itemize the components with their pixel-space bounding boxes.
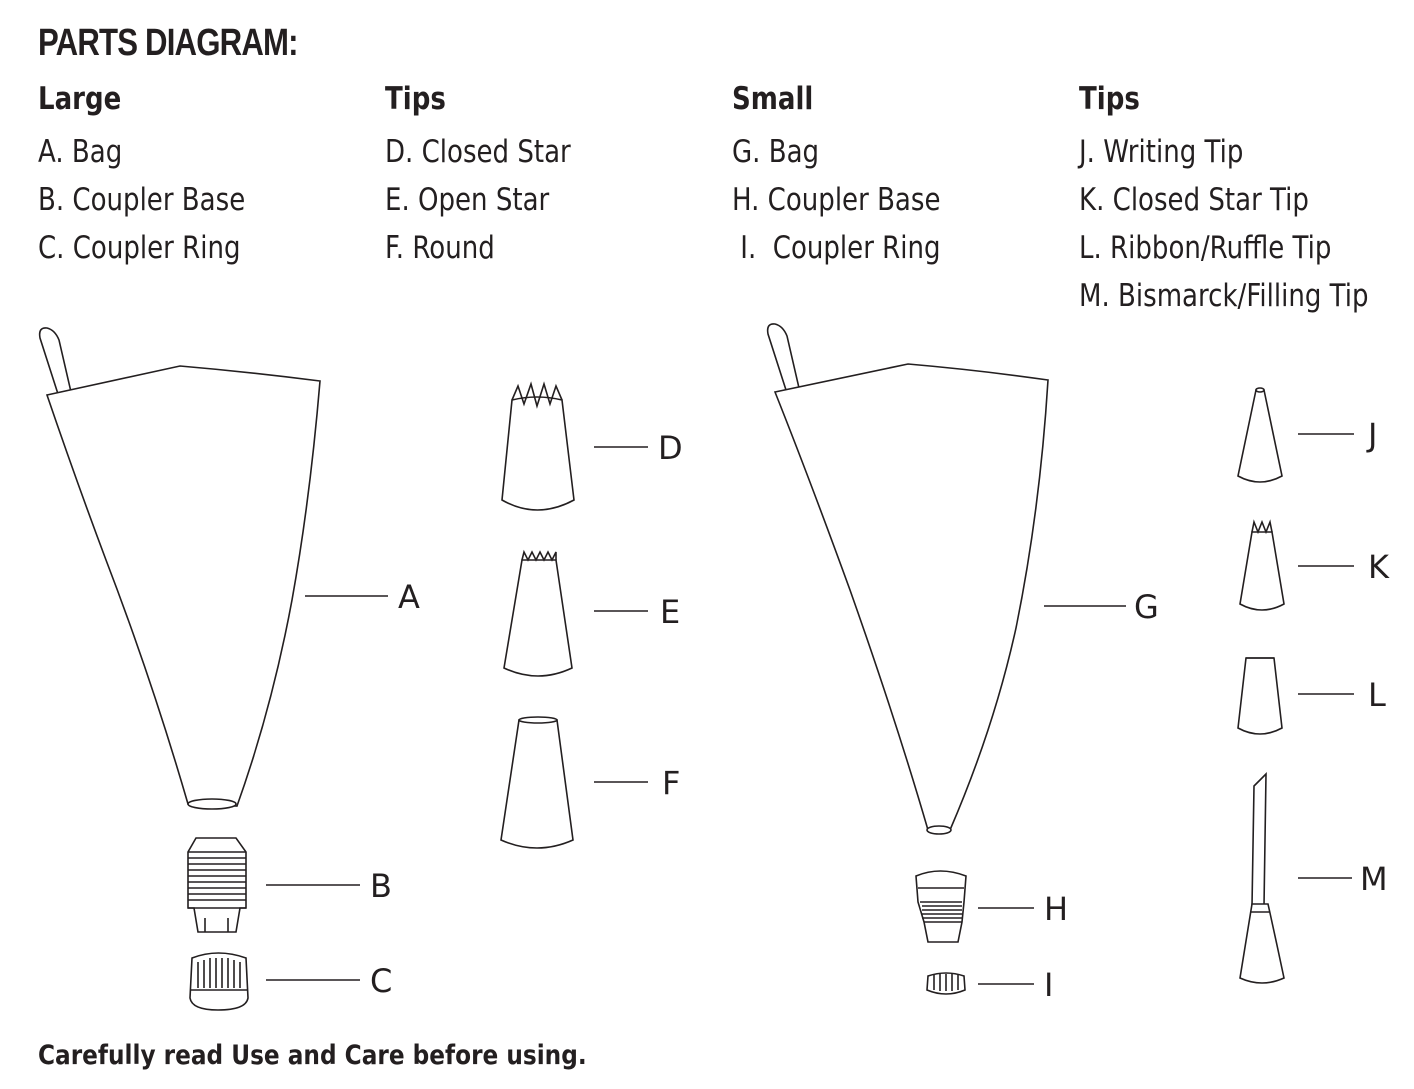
callout-l (1298, 676, 1386, 714)
callout-g (1044, 588, 1159, 626)
callout-e (594, 593, 680, 631)
bismarck-filling-tip-illustration (1240, 774, 1284, 983)
callout-label-d: D (658, 429, 683, 467)
callout-label-g: G (1134, 588, 1159, 626)
callout-label-b: B (370, 867, 392, 905)
part-g-label: G. Bag (732, 134, 820, 170)
callout-label-l: L (1368, 676, 1386, 714)
small-coupler-ring-illustration (927, 973, 965, 994)
column-heading-small: Small (732, 81, 814, 117)
callout-c (266, 962, 392, 1000)
part-j-label: J. Writing Tip (1079, 134, 1244, 170)
large-coupler-base-illustration (188, 838, 246, 932)
part-i-label: I. Coupler Ring (732, 230, 941, 266)
callout-label-a: A (398, 578, 420, 616)
callout-label-m: M (1360, 860, 1388, 898)
callout-label-c: C (370, 962, 393, 1000)
callout-h (978, 890, 1068, 928)
large-bag-illustration (40, 328, 320, 809)
part-a-label: A. Bag (38, 134, 123, 170)
ribbon-ruffle-tip-illustration (1238, 658, 1282, 734)
callout-label-k: K (1368, 548, 1389, 586)
part-b-label: B. Coupler Base (38, 182, 246, 218)
part-m-label: M. Bismarck/Filling Tip (1079, 278, 1369, 314)
large-coupler-ring-illustration (190, 953, 248, 1010)
callout-a (305, 578, 420, 616)
callout-label-e: E (660, 593, 681, 631)
page-title: PARTS DIAGRAM: (38, 22, 298, 64)
callout-d (594, 429, 683, 467)
callout-i (978, 966, 1053, 1004)
column-heading-large-tips: Tips (385, 81, 446, 117)
callout-f (594, 764, 680, 802)
column-heading-small-tips: Tips (1079, 81, 1140, 117)
closed-star-small-tip-illustration (1240, 522, 1284, 610)
callout-m (1298, 860, 1388, 898)
part-k-label: K. Closed Star Tip (1079, 182, 1309, 218)
part-l-label: L. Ribbon/Ruffle Tip (1079, 230, 1332, 266)
small-bag-illustration (768, 324, 1048, 834)
part-e-label: E. Open Star (385, 182, 550, 218)
callout-label-j: J (1368, 416, 1378, 454)
callout-label-i: I (1044, 966, 1054, 1004)
small-coupler-base-illustration (916, 871, 966, 942)
callout-j (1298, 416, 1377, 454)
part-c-label: C. Coupler Ring (38, 230, 241, 266)
writing-tip-illustration (1238, 388, 1282, 482)
round-tip-illustration (501, 717, 573, 848)
closed-star-tip-illustration (502, 384, 574, 510)
callout-label-h: H (1044, 890, 1069, 928)
column-heading-large: Large (38, 81, 122, 117)
callout-label-f: F (662, 764, 681, 802)
use-and-care-note: Carefully read Use and Care before using. (38, 1040, 587, 1071)
callout-k (1298, 548, 1390, 586)
part-h-label: H. Coupler Base (732, 182, 941, 218)
part-d-label: D. Closed Star (385, 134, 571, 170)
part-f-label: F. Round (385, 230, 495, 266)
open-star-tip-illustration (504, 552, 572, 676)
callout-b (266, 867, 392, 905)
